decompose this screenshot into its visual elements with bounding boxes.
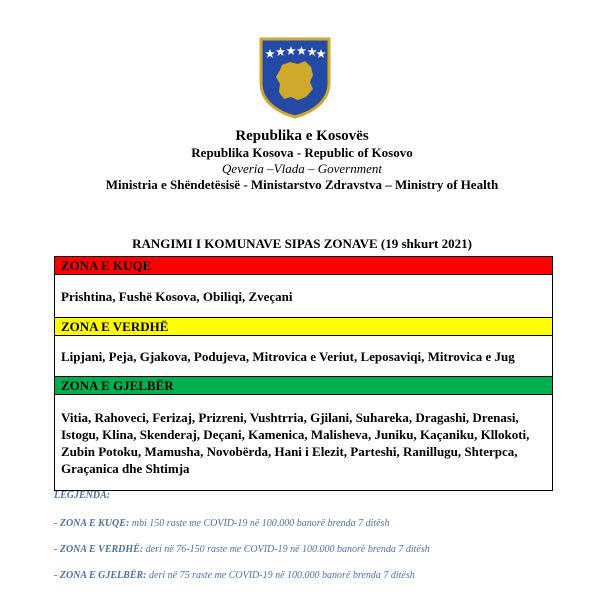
zone-red-header: ZONA E KUQE xyxy=(55,257,552,275)
legend-item-yellow xyxy=(54,544,574,555)
zone-yellow-header: ZONA E VERDHË xyxy=(55,318,552,336)
legend-item-green-text: deri në 75 raste me COVID-19 në 100.000 banorë brenda 7 ditësh xyxy=(146,570,415,581)
legend-item-yellow-zone: - ZONA E VERDHË: xyxy=(54,544,144,555)
legend-title: LEGJENDA: xyxy=(54,490,111,501)
zone-red-municipalities: Prishtina, Fushë Kosova, Obiliqi, Zveçani xyxy=(55,275,552,318)
legend-item-green-zone: - ZONA E GJELBËR: xyxy=(54,570,147,581)
zone-green-header: ZONA E GJELBËR xyxy=(55,377,552,395)
legend-item-red xyxy=(54,518,574,529)
header-line-3: Qeveria –Vlada – Government xyxy=(222,161,382,176)
document-title: RANGIMI I KOMUNAVE SIPAS ZONAVE (19 shkurt 2021) xyxy=(132,236,472,251)
legend-item-yellow-text: deri në 76-150 raste me COVID-19 në 100.000 banorë brenda 7 ditësh xyxy=(143,544,430,555)
header-line-4: Ministria e Shëndetësisë - Ministarstvo Zdravstva – Ministry of Health xyxy=(105,177,499,192)
legend-item-red-zone: - ZONA E KUQE: xyxy=(54,518,130,529)
legend xyxy=(54,490,574,596)
header-line-2: Republika Kosova - Republic of Kosovo xyxy=(191,145,413,160)
document-header xyxy=(0,127,604,193)
kosovo-coat-of-arms-icon xyxy=(258,37,332,119)
zone-yellow-municipalities: Lipjani, Peja, Gjakova, Podujeva, Mitrovica e Veriut, Leposaviqi, Mitrovica e Jug xyxy=(55,336,552,377)
zone-green-municipalities: Vitia, Rahoveci, Ferizaj, Prizreni, Vushtrria, Gjilani, Suhareka, Dragashi, Drenasi, Istogu, Klina, Skenderaj, Deçani, Kamenica, Malisheva, Juniku, Kaçaniku, Kllokoti, Zubin Potoku, Mamusha, Novobërda, Hani i Elezit, Parteshi, Ranillugu, Shterpca, Graçanica dhe Shtimja xyxy=(55,395,552,491)
legend-item-green xyxy=(54,570,574,581)
legend-item-red-text: mbi 150 raste me COVID-19 në 100.000 banorë brenda 7 ditësh xyxy=(129,518,390,529)
header-line-1: Republika e Kosovës xyxy=(235,128,369,144)
zones-table xyxy=(54,256,553,491)
